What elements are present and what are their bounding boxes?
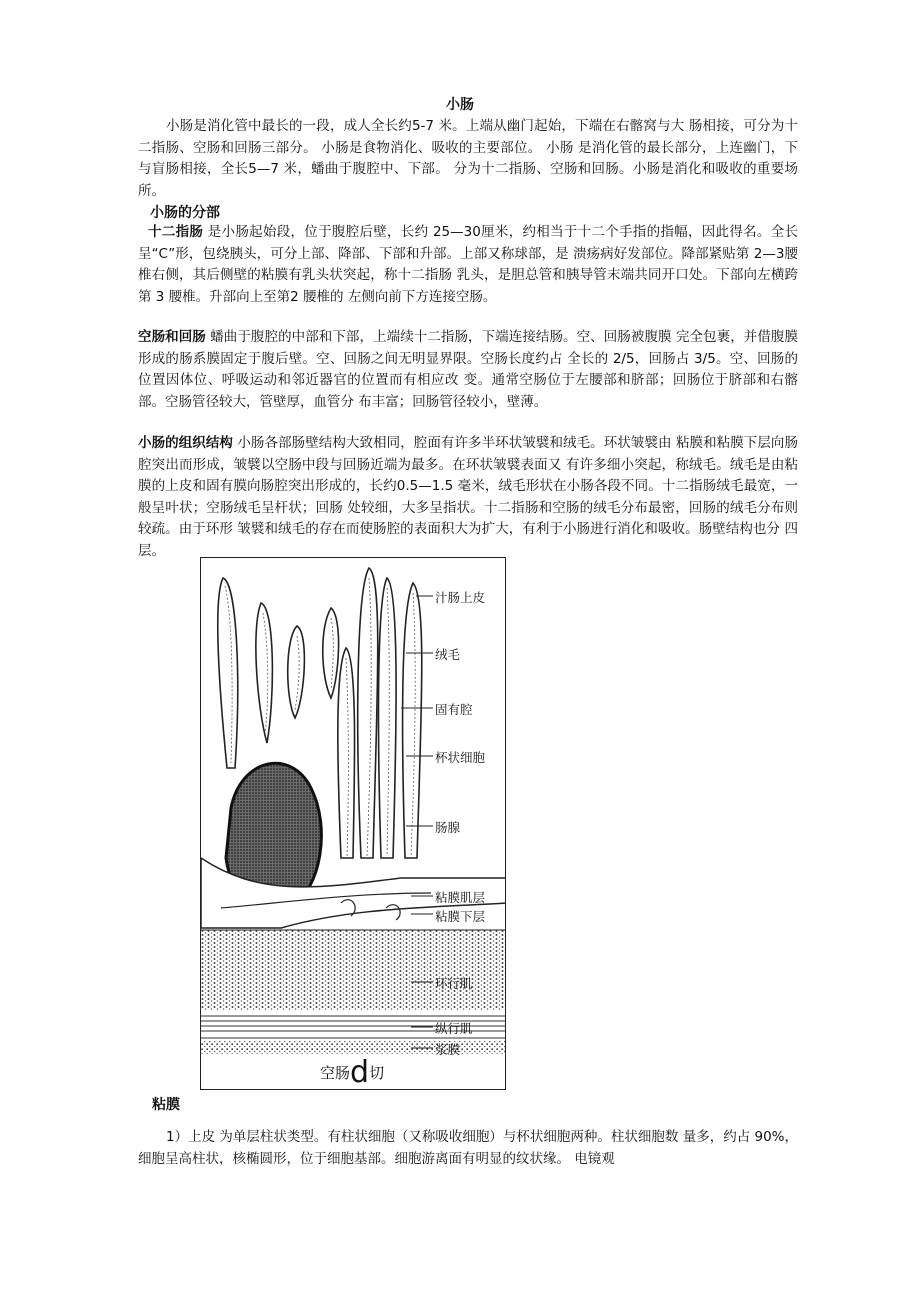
figure-caption (320, 1055, 385, 1090)
figure-label-lamina-propria: 固有腔 (435, 702, 473, 717)
caption-left: 空肠 (320, 1064, 351, 1082)
circular-muscle (201, 930, 506, 1010)
duodenum-heading: 十二指肠 (148, 224, 204, 240)
caption-right: 切 (369, 1064, 385, 1082)
jejunum-ileum-heading: 空肠和回肠 (138, 329, 206, 345)
section-heading-divisions: 小肠的分部 (150, 205, 220, 221)
figure-label-epithelium: 汁肠上皮 (435, 590, 486, 605)
figure-label-circular-muscle: 环行肌 (435, 976, 473, 991)
duodenum-paragraph (138, 222, 798, 308)
intestinal-wall-illustration (201, 558, 506, 1090)
figure-label-muscularis-mucosae: 粘膜肌层 (435, 890, 486, 905)
figure-label-villus: 绒毛 (435, 647, 461, 662)
histology-paragraph (138, 433, 798, 562)
caption-big-letter: d (350, 1055, 370, 1090)
histology-heading: 小肠的组织结构 (138, 435, 233, 451)
figure-label-goblet-cell: 杯状细胞 (435, 750, 486, 765)
figure-label-longitudinal-muscle: 纵行肌 (435, 1021, 473, 1036)
section-heading-mucosa: 粘膜 (152, 1097, 180, 1113)
jejunum-ileum-paragraph (138, 327, 798, 413)
jejunum-ileum-text: 蟠曲于腹腔的中部和下部，上端续十二指肠，下端连接结肠。空、回肠被腹膜 完全包裹，并借腹膜形成的肠系膜固定于腹后壁。空、回肠之间无明显界限。空肠长度约占 全长的 2/5，回肠占 3/5。空、回肠的位置因体位、呼吸运动和邻近器官的位置而有相应改 变。通常空肠位于左腰部和脐部；回肠位于脐部和右髂部。空肠管径较大，管壁厚，血管分 布丰富；回肠管径较小，壁薄。 (138, 329, 798, 410)
epithelium-paragraph: 1）上皮 为单层柱状类型。有柱状细胞（又称吸收细胞）与杯状细胞两种。柱状细胞数 量多，约占 90%，细胞呈高柱状，核椭圆形，位于细胞基部。细胞游离面有明显的纹状缘。 电镜观 (138, 1129, 798, 1167)
histology-figure (200, 557, 506, 1090)
figure-label-intestinal-gland: 肠腺 (435, 820, 461, 835)
page-title: 小肠 (446, 97, 474, 113)
figure-label-serosa: 浆膜 (435, 1042, 461, 1057)
figure-label-submucosa: 粘膜下层 (435, 909, 486, 924)
histology-text: 小肠各部肠壁结构大致相同，腔面有许多半环状皱襞和绒毛。环状皱襞由 粘膜和粘膜下层向肠腔突出而形成，皱襞以空肠中段与回肠近端为最多。在环状皱襞表面又 有许多细小突起，称绒毛。绒毛是由粘膜的上皮和固有膜向肠腔突出形成的，长约0.5—1.5 毫米，绒毛形状在小肠各段不同。十二指肠绒毛最宽，一般呈叶状；空肠绒毛呈杆状；回肠 处较细，大多呈指状。十二指肠和空肠的绒毛分布最密，回肠的绒毛分布则较疏。由于环形 皱襞和绒毛的存在而使肠腔的表面积大为扩大，有利于小肠进行消化和吸收。肠壁结构也分 四层。 (138, 435, 799, 559)
intro-paragraph: 小肠是消化管中最长的一段，成人全长约5-7 米。上端从幽门起始，下端在右髂窝与大 肠相接，可分为十二指肠、空肠和回肠三部分。 小肠是食物消化、吸收的主要部位。 小肠 是消化管的最长部分，上连幽门，下与盲肠相接，全长5—7 米，蟠曲于腹腔中、下部。 分为十二指肠、空肠和回肠。小肠是消化和吸收的重要场所。 (138, 118, 798, 199)
duodenum-text: 是小肠起始段，位于腹腔后壁，长约 25—30厘米，约相当于十二个手指的指幅，因此得名。全长呈“C”形，包绕胰头，可分上部、降部、下部和升部。上部又称球部，是 溃疡病好发部位。降部紧贴第 2—3腰椎右侧，其后侧壁的粘膜有乳头状突起，称十二指肠 乳头，是胆总管和胰导管末端共同开口处。下部向左横跨第 3 腰椎。升部向上至第2 腰椎的 左侧向前下方连接空肠。 (138, 224, 798, 305)
